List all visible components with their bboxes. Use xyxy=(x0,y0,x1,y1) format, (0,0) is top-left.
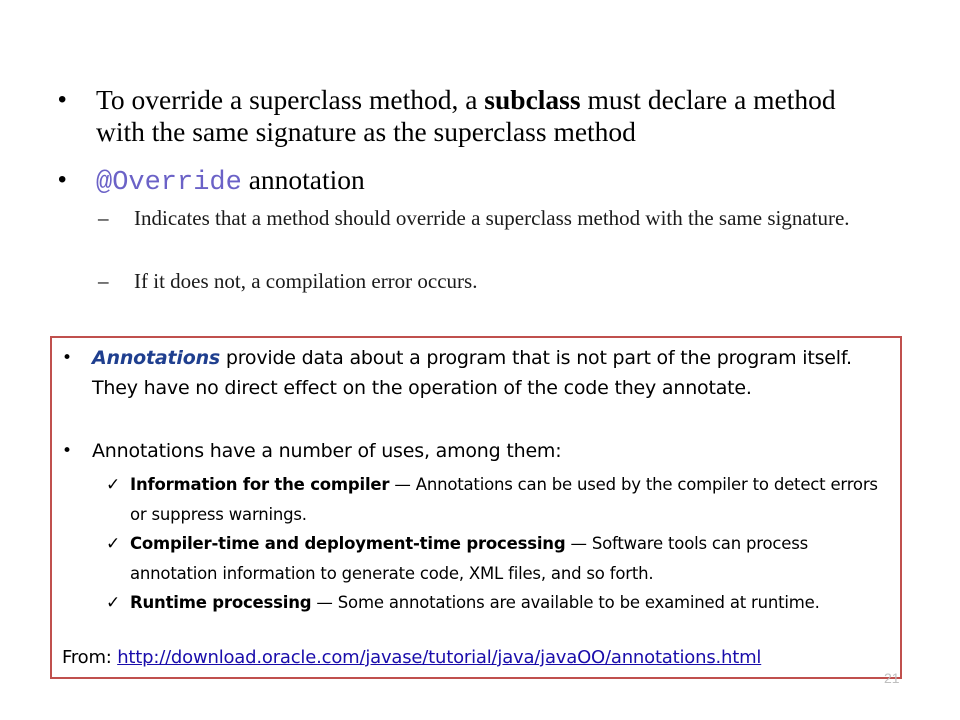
bullet-text: @Override annotation xyxy=(96,164,365,198)
bullet-dot: • xyxy=(58,86,67,113)
check-item xyxy=(106,588,896,618)
sub-bullet-text: If it does not, a compilation error occurs. xyxy=(134,269,478,293)
check-text: Information for the compiler — Annotations can be used by the compiler to detect errors or suppress warnings. xyxy=(130,475,878,524)
dash-marker: – xyxy=(98,206,109,230)
annotations-note-box xyxy=(50,336,902,679)
slide-number: 21 xyxy=(884,670,900,686)
bullet-override xyxy=(58,84,888,148)
bullet-dot: • xyxy=(62,348,73,368)
bullet-dot: • xyxy=(58,166,67,193)
annotations-term: Annotations xyxy=(92,347,220,369)
check-text: Compiler-time and deployment-time processing — Software tools can process annotation information to generate code, XML files, and so forth. xyxy=(130,534,809,583)
checkmark-icon: ✓ xyxy=(106,593,121,613)
sub-bullet-text: Indicates that a method should override a superclass method with the same signature. xyxy=(134,206,850,230)
override-code: @Override xyxy=(96,168,242,198)
checkmark-icon: ✓ xyxy=(106,475,121,495)
source-line xyxy=(62,643,761,673)
source-link[interactable]: http://download.oracle.com/javase/tutorial/java/javaOO/annotations.html xyxy=(117,647,762,668)
check-item xyxy=(106,470,896,530)
check-item xyxy=(106,529,896,589)
note-bullet-definition xyxy=(62,343,892,403)
check-text: Runtime processing — Some annotations are available to be examined at runtime. xyxy=(130,593,820,612)
bullet-text: To override a superclass method, a subclass must declare a method with the same signature as the superclass method xyxy=(96,84,836,147)
note-bullet-uses xyxy=(62,436,892,466)
sub-bullet-error xyxy=(98,266,878,296)
checkmark-icon: ✓ xyxy=(106,534,121,554)
bullet-dot: • xyxy=(62,441,73,461)
note-text: Annotations have a number of uses, among them: xyxy=(92,440,562,462)
dash-marker: – xyxy=(98,269,109,293)
bold-term: subclass xyxy=(484,84,581,115)
sub-bullet-indicates xyxy=(98,203,878,233)
note-text: Annotations provide data about a program that is not part of the program itself. They have no direct effect on the operation of the code they annotate. xyxy=(92,347,852,399)
from-label: From: xyxy=(62,647,118,668)
bullet-annotation xyxy=(58,164,888,199)
